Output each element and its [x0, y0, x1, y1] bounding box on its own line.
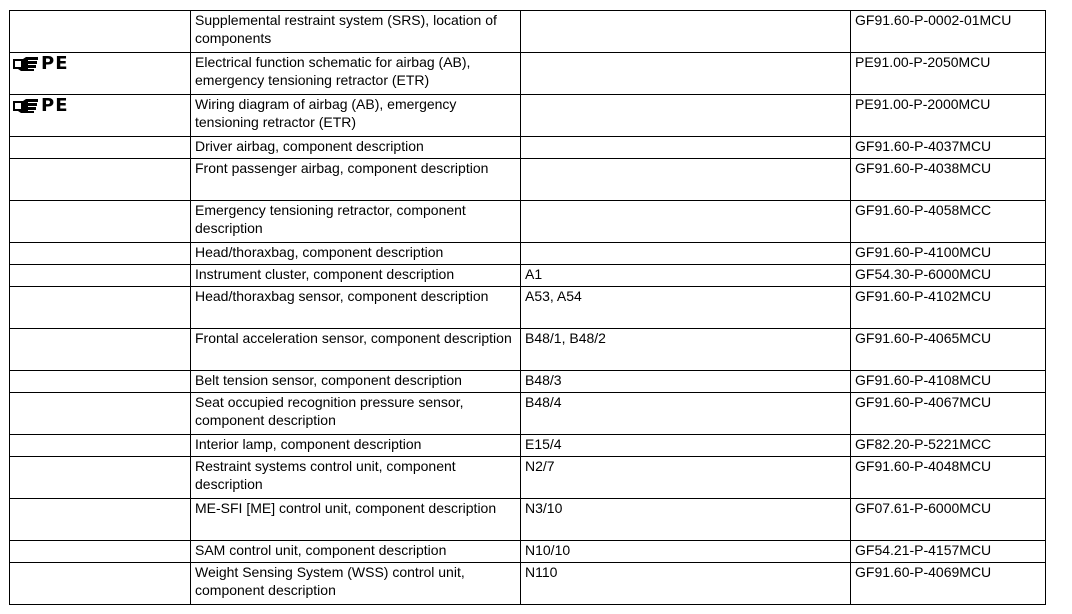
- description-cell: [191, 137, 521, 159]
- reference-mark-cell: [10, 541, 191, 563]
- table-row: [10, 265, 1046, 287]
- component-code-text: N10/10: [525, 542, 571, 558]
- component-reference-table: [9, 10, 1046, 605]
- component-code-cell: [521, 95, 851, 137]
- document-number-cell[interactable]: [851, 95, 1046, 137]
- component-code-text: B48/3: [525, 372, 562, 388]
- document-number-cell[interactable]: [851, 563, 1046, 605]
- document-number-text[interactable]: GF91.60-P-4100MCU: [855, 244, 992, 260]
- table-row: [10, 457, 1046, 499]
- document-number-cell[interactable]: [851, 11, 1046, 53]
- description-cell: [191, 329, 521, 371]
- description-cell: [191, 499, 521, 541]
- description-text: Restraint systems control unit, component description: [195, 458, 456, 492]
- component-code-cell: [521, 265, 851, 287]
- description-text: Driver airbag, component description: [195, 138, 424, 154]
- reference-mark-cell: [10, 95, 191, 137]
- reference-mark-cell: [10, 201, 191, 243]
- table-body: [10, 11, 1046, 605]
- document-number-text[interactable]: GF91.60-P-0002-01MCU: [855, 12, 1012, 28]
- document-number-cell[interactable]: [851, 287, 1046, 329]
- description-cell: [191, 457, 521, 499]
- component-code-cell: [521, 329, 851, 371]
- pointing-hand-icon: [12, 56, 40, 72]
- description-cell: [191, 371, 521, 393]
- table-row: [10, 53, 1046, 95]
- document-number-text[interactable]: PE91.00-P-2050MCU: [855, 54, 991, 70]
- pointing-hand-icon: [12, 98, 40, 114]
- component-code-text: N110: [525, 564, 558, 580]
- reference-mark-cell: [10, 265, 191, 287]
- document-number-cell[interactable]: [851, 457, 1046, 499]
- table-row: [10, 287, 1046, 329]
- component-code-text: N3/10: [525, 500, 563, 516]
- component-code-text: A53, A54: [525, 288, 582, 304]
- component-code-cell: [521, 11, 851, 53]
- description-text: SAM control unit, component description: [195, 542, 447, 558]
- document-number-text[interactable]: GF91.60-P-4065MCU: [855, 330, 992, 346]
- document-number-cell[interactable]: [851, 53, 1046, 95]
- component-code-cell: [521, 393, 851, 435]
- table-row: [10, 393, 1046, 435]
- pe-label: PE: [41, 95, 69, 116]
- description-cell: [191, 95, 521, 137]
- reference-mark-cell: [10, 329, 191, 371]
- table-row: [10, 159, 1046, 201]
- document-number-cell[interactable]: [851, 393, 1046, 435]
- document-number-text[interactable]: GF91.60-P-4102MCU: [855, 288, 992, 304]
- table-row: [10, 563, 1046, 605]
- component-code-cell: [521, 287, 851, 329]
- document-number-text[interactable]: GF91.60-P-4067MCU: [855, 394, 992, 410]
- table-row: [10, 329, 1046, 371]
- reference-mark-cell: [10, 371, 191, 393]
- description-cell: [191, 265, 521, 287]
- description-text: ME-SFI [ME] control unit, component description: [195, 500, 497, 516]
- reference-mark-cell: [10, 53, 191, 95]
- pe-reference-marker[interactable]: [12, 97, 69, 115]
- description-text: Head/thoraxbag, component description: [195, 244, 444, 260]
- reference-mark-cell: [10, 159, 191, 201]
- document-number-text[interactable]: PE91.00-P-2000MCU: [855, 96, 991, 112]
- component-code-cell: [521, 541, 851, 563]
- description-cell: [191, 11, 521, 53]
- reference-mark-cell: [10, 457, 191, 499]
- document-number-cell[interactable]: [851, 499, 1046, 541]
- description-text: Supplemental restraint system (SRS), location of components: [195, 12, 497, 46]
- table-row: [10, 499, 1046, 541]
- description-cell: [191, 541, 521, 563]
- description-text: Electrical function schematic for airbag (AB), emergency tensioning retractor (ETR): [195, 54, 471, 88]
- component-code-cell: [521, 457, 851, 499]
- description-cell: [191, 201, 521, 243]
- component-code-cell: [521, 53, 851, 95]
- description-cell: [191, 243, 521, 265]
- pe-reference-marker[interactable]: [12, 55, 69, 73]
- description-cell: [191, 159, 521, 201]
- table-row: [10, 11, 1046, 53]
- description-cell: [191, 287, 521, 329]
- description-text: Seat occupied recognition pressure sensor, component description: [195, 394, 464, 428]
- component-code-cell: [521, 435, 851, 457]
- component-code-text: N2/7: [525, 458, 555, 474]
- reference-mark-cell: [10, 11, 191, 53]
- document-number-text[interactable]: GF54.30-P-6000MCU: [855, 266, 992, 282]
- description-cell: [191, 563, 521, 605]
- component-code-text: B48/1, B48/2: [525, 330, 606, 346]
- description-text: Emergency tensioning retractor, component description: [195, 202, 466, 236]
- reference-mark-cell: [10, 243, 191, 265]
- document-number-cell[interactable]: [851, 201, 1046, 243]
- document-number-cell[interactable]: [851, 265, 1046, 287]
- reference-mark-cell: [10, 435, 191, 457]
- table-row: [10, 95, 1046, 137]
- description-text: Wiring diagram of airbag (AB), emergency tensioning retractor (ETR): [195, 96, 457, 130]
- reference-mark-cell: [10, 393, 191, 435]
- table-row: [10, 371, 1046, 393]
- component-code-text: A1: [525, 266, 543, 282]
- component-code-cell: [521, 499, 851, 541]
- description-text: Belt tension sensor, component description: [195, 372, 462, 388]
- description-text: Frontal acceleration sensor, component description: [195, 330, 512, 346]
- description-text: Interior lamp, component description: [195, 436, 422, 452]
- document-number-text[interactable]: GF54.21-P-4157MCU: [855, 542, 992, 558]
- table-row: [10, 201, 1046, 243]
- pe-label: PE: [41, 53, 69, 74]
- document-number-text[interactable]: GF91.60-P-4037MCU: [855, 138, 992, 154]
- component-code-cell: [521, 243, 851, 265]
- component-code-cell: [521, 137, 851, 159]
- reference-mark-cell: [10, 563, 191, 605]
- document-number-cell[interactable]: [851, 159, 1046, 201]
- document-number-cell[interactable]: [851, 243, 1046, 265]
- document-number-text[interactable]: GF91.60-P-4058MCC: [855, 202, 992, 218]
- reference-mark-cell: [10, 287, 191, 329]
- document-number-cell[interactable]: [851, 435, 1046, 457]
- description-text: Weight Sensing System (WSS) control unit, component description: [195, 564, 465, 598]
- component-code-cell: [521, 159, 851, 201]
- document-number-text[interactable]: GF82.20-P-5221MCC: [855, 436, 992, 452]
- reference-mark-cell: [10, 499, 191, 541]
- document-number-text[interactable]: GF91.60-P-4108MCU: [855, 372, 992, 388]
- component-code-text: E15/4: [525, 436, 562, 452]
- document-number-cell[interactable]: [851, 541, 1046, 563]
- table-row: [10, 541, 1046, 563]
- document-number-text[interactable]: GF91.60-P-4038MCU: [855, 160, 992, 176]
- component-code-cell: [521, 371, 851, 393]
- description-text: Instrument cluster, component description: [195, 266, 455, 282]
- reference-mark-cell: [10, 137, 191, 159]
- description-text: Head/thoraxbag sensor, component description: [195, 288, 489, 304]
- component-code-text: B48/4: [525, 394, 562, 410]
- document-number-cell[interactable]: [851, 137, 1046, 159]
- table-row: [10, 243, 1046, 265]
- component-code-cell: [521, 563, 851, 605]
- table-row: [10, 137, 1046, 159]
- description-cell: [191, 393, 521, 435]
- document-number-text[interactable]: GF91.60-P-4069MCU: [855, 564, 992, 580]
- description-cell: [191, 53, 521, 95]
- description-cell: [191, 435, 521, 457]
- table-row: [10, 435, 1046, 457]
- document-number-cell[interactable]: [851, 329, 1046, 371]
- document-number-text[interactable]: GF91.60-P-4048MCU: [855, 458, 992, 474]
- description-text: Front passenger airbag, component description: [195, 160, 489, 176]
- component-code-cell: [521, 201, 851, 243]
- document-number-cell[interactable]: [851, 371, 1046, 393]
- document-number-text[interactable]: GF07.61-P-6000MCU: [855, 500, 992, 516]
